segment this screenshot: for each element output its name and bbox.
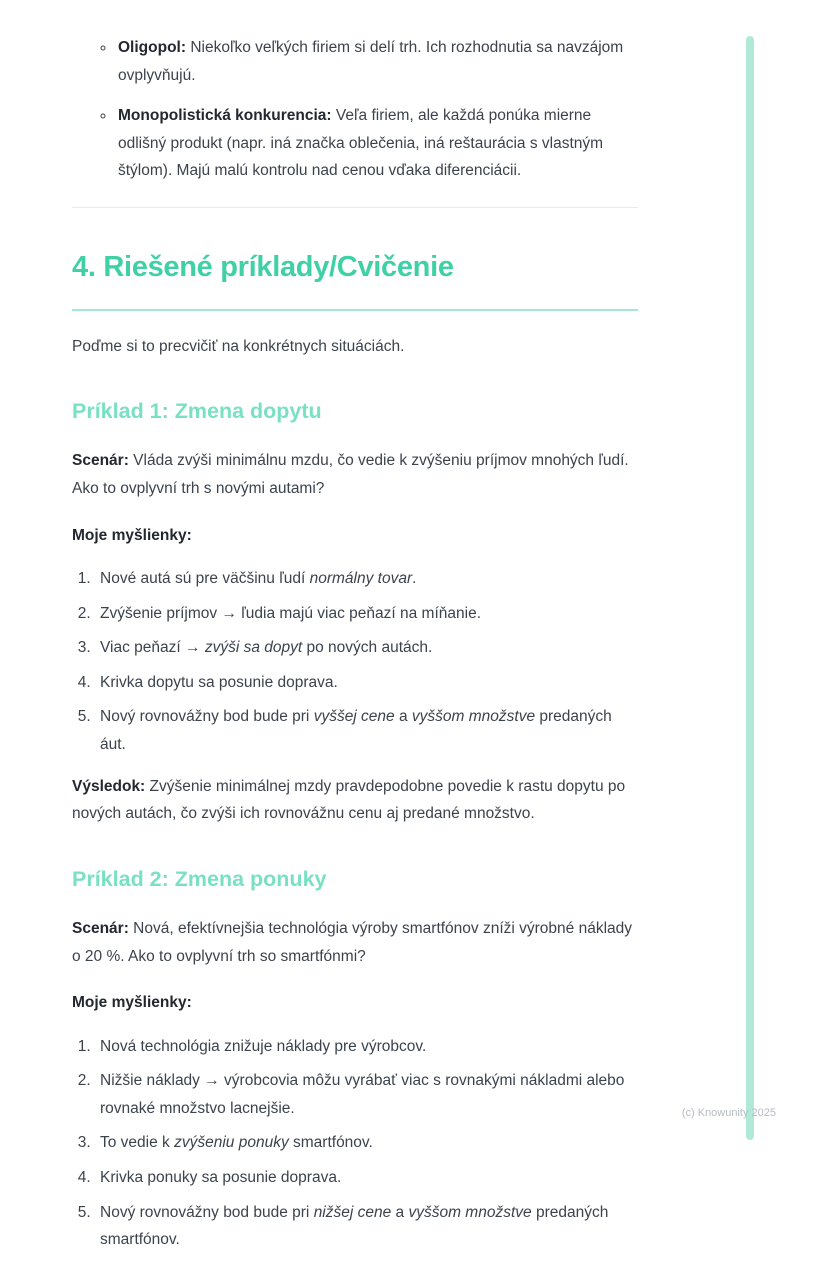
example1-title: Príklad 1: Zmena dopytu [72,399,322,424]
text-segment: Výsledok: [72,777,146,795]
example2-title: Príklad 2: Zmena ponuky [72,866,327,891]
text-segment: Viac peňazí → [100,639,205,657]
step-item [95,565,638,593]
text-segment: To vedie k [100,1134,175,1152]
text-segment: predaných smartfónov. [100,1203,609,1249]
text-segment: Krivka ponuky sa posunie doprava. [100,1169,342,1187]
text-segment: a [394,708,412,726]
example1-result [72,773,638,828]
example2-steps-list [72,1033,638,1254]
text-segment: Scenár: [72,919,129,937]
step-item [95,1129,638,1157]
text-segment: a [391,1203,409,1221]
text-segment: zvýši sa dopyt [204,639,303,657]
example1-scenario [72,447,638,502]
list-item-monopolisticka-konkurencia [116,102,638,185]
example2-scenario [72,915,638,970]
text-segment: normálny tovar [309,570,413,588]
text-segment: nižšej cene [313,1203,392,1221]
copyright-note: (c) Knowunity 2025 [681,1107,776,1119]
text-segment: Zvýšenie príjmov → ľudia majú viac peňazí na míňanie. [100,604,481,622]
example1-steps-list [72,565,638,758]
step-item [95,703,638,758]
text-segment: Niekoľko veľkých firiem si delí trh. Ich rozhodnutia sa navzájom ovplyvňujú. [118,39,624,84]
step-item [95,1033,638,1061]
text-segment: Nová technológia znižuje náklady pre výrobcov. [100,1037,427,1055]
text-segment: Scenár: [72,452,129,470]
text-segment: Nová, efektívnejšia technológia výroby smartfónov zníži výrobné náklady o 20 %. Ako to ovplyvní trh so smartfónmi? [72,919,633,965]
market-types-list [72,34,638,185]
text-segment: vyššej cene [313,708,395,726]
step-item [95,634,638,662]
section-divider [72,207,638,208]
text-segment: predaných áut. [100,708,612,753]
example2-thoughts-label: Moje myšlienky: [72,994,192,1012]
page-scrollbar[interactable] [746,36,754,1140]
text-segment: Nový rovnovážny bod bude pri [100,1203,314,1221]
text-segment: Monopolistická konkurencia: [118,107,332,125]
text-segment: Krivka dopytu sa posunie doprava. [100,673,338,691]
text-segment: vyššom množstve [411,708,536,726]
step-item [95,669,638,697]
text-segment: Zvýšenie minimálnej mzdy pravdepodobne povedie k rastu dopytu po nových autách, čo zvýši ich rovnovážnu cenu aj predané množstvo. [72,777,626,823]
text-segment: Veľa firiem, ale každá ponúka mierne odlišný produkt (napr. iná značka oblečenia, iná reštaurácia s vlastným štýlom). Majú malú kontrolu nad cenou vďaka diferenciácii. [118,107,604,180]
step-item [95,1199,638,1254]
text-segment: zvýšeniu ponuky [174,1134,289,1152]
text-segment: po nových autách. [302,639,433,657]
section-intro: Poďme si to precvičiť na konkrétnych situáciách. [72,337,405,355]
text-segment: Vláda zvýši minimálnu mzdu, čo vedie k zvýšeniu príjmov mnohých ľudí. Ako to ovplyvní trh s novými autami? [72,452,629,497]
example1-thoughts-label: Moje myšlienky: [72,526,192,544]
step-item [95,1067,638,1122]
step-item [95,600,638,628]
text-segment: Nižšie náklady → výrobcovia môžu vyrábať viac s rovnakými nákladmi alebo rovnaké množstvo lacnejšie. [100,1072,625,1117]
text-segment: . [412,570,417,588]
text-segment: Oligopol: [118,39,187,56]
list-item-oligopol [116,34,638,89]
text-segment: vyššom množstve [408,1203,532,1221]
text-segment: Nový rovnovážny bod bude pri [100,708,314,726]
text-segment: smartfónov. [288,1134,373,1152]
section-title: 4. Riešené príklady/Cvičenie [72,242,638,311]
document-content [72,34,638,1261]
text-segment: Nové autá sú pre väčšinu ľudí [100,570,310,588]
step-item [95,1164,638,1192]
